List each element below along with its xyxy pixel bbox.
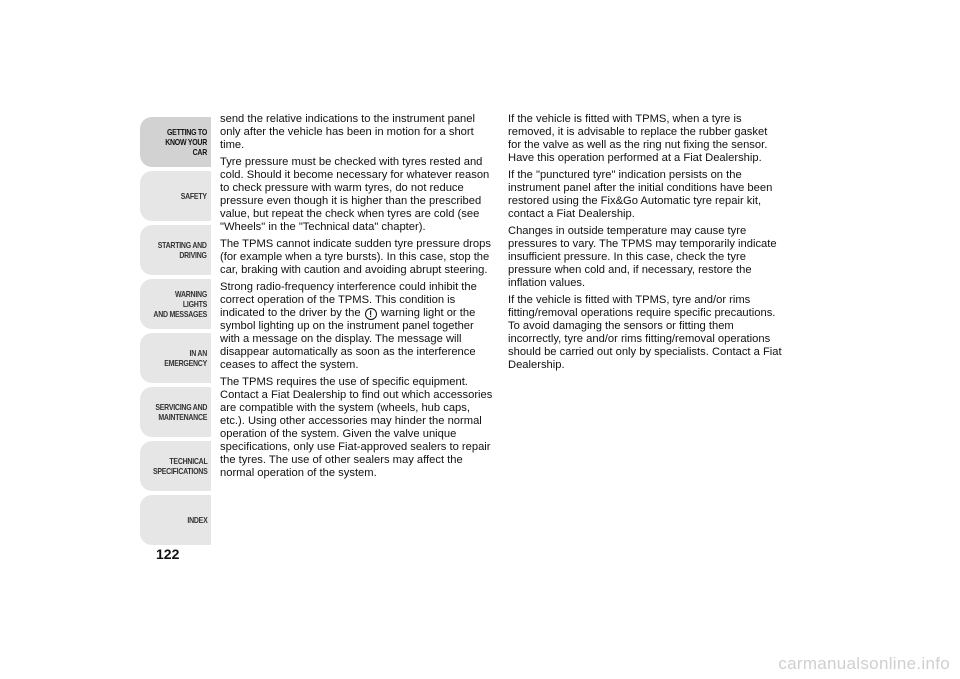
tab-starting-and-driving[interactable] [140,225,211,275]
watermark: carmanualsonline.info [778,654,950,673]
page-number: 122 [156,546,180,562]
tab-label: IN AN EMERGENCY [164,348,207,368]
tpms-warning-icon: ! [365,308,377,320]
tab-label: SAFETY [180,191,207,201]
paragraph: The TPMS cannot indicate sudden tyre pressure drops (for example when a tyre bursts). In this case, stop the car, braking with caution and avoiding abrupt steering. [220,238,491,276]
tab-technical-specifications[interactable] [140,441,211,491]
paragraph-text: Strong radio-frequency interference could inhibit the correct operation of the TPMS. This condition is indicated to the driver by the [220,281,477,319]
paragraph: If the vehicle is fitted with TPMS, tyre and/or rims fitting/removal operations require specific precautions. To avoid damaging the sensors or fitting them incorrectly, tyre and/or rims fitting/removal operations should be carried out only by specialists. Contact a Fiat Dealership. [508,294,782,371]
tab-index[interactable] [140,495,211,545]
tab-label: TECHNICAL SPECIFICATIONS [152,456,207,476]
tab-servicing-and-maintenance[interactable] [140,387,211,437]
tab-label: WARNING LIGHTS AND MESSAGES [153,289,207,319]
paragraph: The TPMS requires the use of specific equipment. Contact a Fiat Dealership to find out which accessories are compatible with the system (wheels, hub caps, etc.). Using other accessories may hinder the normal operation of the system. Given the valve unique specifications, only use Fiat-approved sealers to repair the tyres. The use of other sealers may affect the normal operation of the system. [220,376,493,479]
right-text-column [508,113,783,376]
tab-safety[interactable] [140,171,211,221]
paragraph: Tyre pressure must be checked with tyres rested and cold. Should it become necessary for whatever reason to check pressure with warm tyres, do not reduce pressure even though it is higher than the prescribed value, but repeat the check when tyres are cold (see "Wheels" in the "Technical data" chapter). [220,156,490,233]
chapter-tab-nav [140,117,211,549]
tab-label: GETTING TO KNOW YOUR CAR [165,127,207,157]
tab-label: SERVICING AND MAINTENANCE [155,402,207,422]
tab-label: INDEX [186,515,207,525]
paragraph: send the relative indications to the instrument panel only after the vehicle has been in motion for a short time. [220,113,475,151]
tab-in-an-emergency[interactable] [140,333,211,383]
paragraph: If the "punctured tyre" indication persists on the instrument panel after the initial conditions have been restored using the Fix&Go Automatic tyre repair kit, contact a Fiat Dealership. [508,169,773,220]
paragraph [220,281,495,372]
tab-label: STARTING AND DRIVING [158,240,207,260]
tab-warning-lights-and-messages[interactable] [140,279,211,329]
tab-getting-to-know-your-car[interactable] [140,117,211,167]
left-text-column [220,113,495,484]
paragraph: Changes in outside temperature may cause tyre pressures to vary. The TPMS may temporarily indicate insufficient pressure. In this case, check the tyre pressure when cold and, if necessary, restore the inflation values. [508,225,777,289]
paragraph-text: warning light or the symbol lighting up on the instrument panel together with a message on the display. The message will disappear automatically as soon as the interference ceases to affect the system. [220,307,476,371]
paragraph: If the vehicle is fitted with TPMS, when a tyre is removed, it is advisable to replace the rubber gasket for the valve as well as the ring nut fixing the sensor. Have this operation performed at a Fiat Dealership. [508,113,768,164]
